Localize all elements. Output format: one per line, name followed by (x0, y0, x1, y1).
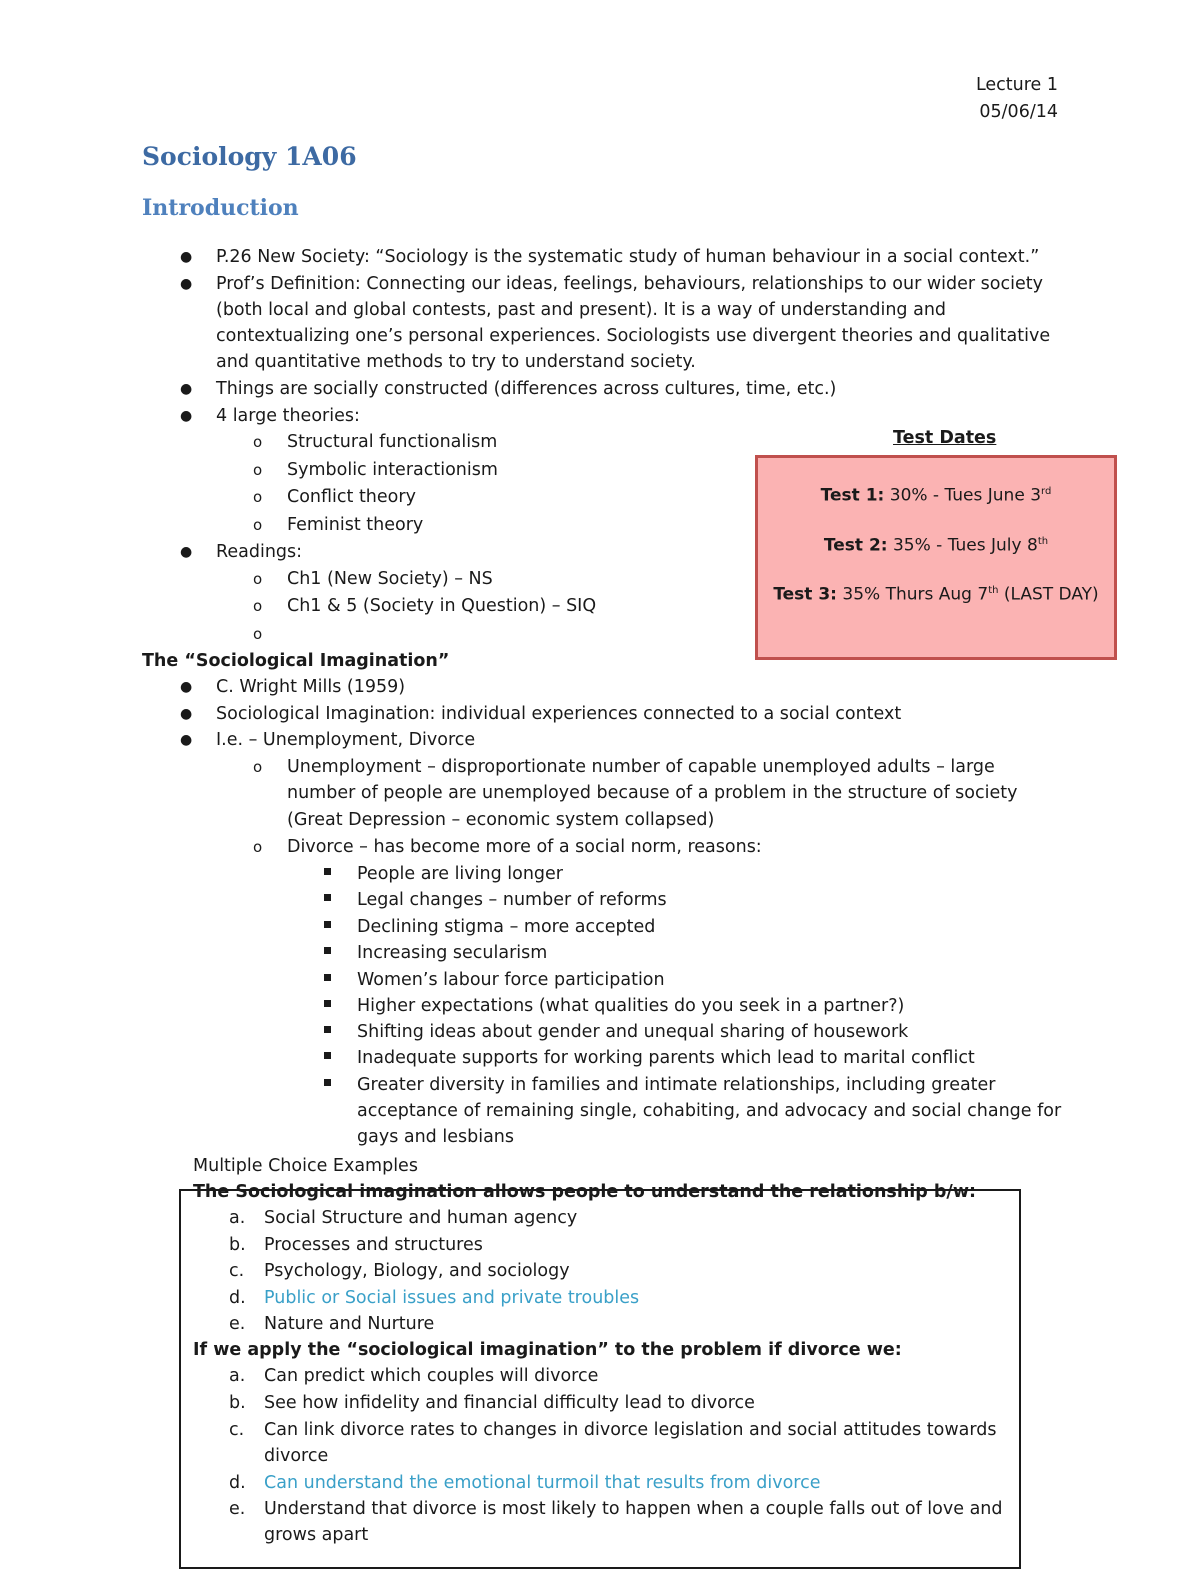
reason-item-line2: acceptance of remaining single, cohabiting, and advocacy and social change for (357, 1101, 1062, 1121)
intro-item-theories: 4 large theories: (216, 406, 360, 426)
mc-option: Processes and structures (264, 1235, 483, 1255)
mc-letter: c. (229, 1261, 245, 1281)
intro-item-readings: Readings: (216, 542, 303, 562)
mc-letter: a. (229, 1366, 246, 1386)
square-bullet-icon (324, 894, 331, 901)
reason-item: Inadequate supports for working parents which lead to marital conflict (357, 1048, 975, 1068)
theory-item: Structural functionalism (287, 432, 498, 452)
circle-bullet-icon: o (253, 433, 263, 451)
mc-option: See how infidelity and financial difficulty lead to divorce (264, 1393, 755, 1413)
test-2-line: Test 2: 35% - Tues July 8th (823, 535, 1049, 556)
theory-item: Feminist theory (287, 515, 424, 535)
mc-letter: d. (229, 1473, 246, 1493)
divorce-item: Divorce – has become more of a social norm, reasons: (287, 837, 762, 857)
theory-item: Symbolic interactionism (287, 460, 498, 480)
square-bullet-icon (324, 1079, 331, 1086)
mc-option-line2: grows apart (264, 1525, 369, 1545)
square-bullet-icon (324, 974, 331, 981)
circle-bullet-icon: o (253, 570, 263, 588)
square-bullet-icon (324, 868, 331, 875)
theory-item: Conflict theory (287, 487, 416, 507)
bullet-icon: ● (180, 706, 193, 722)
reason-item: Shifting ideas about gender and unequal sharing of housework (357, 1022, 909, 1042)
bullet-icon: ● (180, 544, 193, 560)
mc-letter: e. (229, 1499, 246, 1519)
circle-bullet-icon: o (253, 516, 263, 534)
mc-option: Social Structure and human agency (264, 1208, 578, 1228)
bullet-icon: ● (180, 408, 193, 424)
mc-option-answer: Can understand the emotional turmoil that results from divorce (264, 1473, 821, 1493)
intro-item-constructed: Things are socially constructed (differences across cultures, time, etc.) (216, 379, 837, 399)
reading-item: Ch1 (New Society) – NS (287, 569, 493, 589)
mc-letter: e. (229, 1314, 246, 1334)
bullet-icon: ● (180, 276, 193, 292)
mc-letter: a. (229, 1208, 246, 1228)
lecture-label: Lecture 1 (975, 75, 1058, 95)
square-bullet-icon (324, 947, 331, 954)
intro-item-prof-definition-line2: (both local and global contests, past and present). It is a way of understanding and (216, 300, 947, 320)
unemployment-line2: number of people are unemployed because of a problem in the structure of society (287, 783, 1018, 803)
reading-item: Ch1 & 5 (Society in Question) – SIQ (287, 596, 597, 616)
mc-option-line2: divorce (264, 1446, 329, 1466)
reason-item-line3: gays and lesbians (357, 1127, 515, 1147)
circle-bullet-icon: o (253, 625, 263, 643)
imagination-item-examples: I.e. – Unemployment, Divorce (216, 730, 476, 750)
mc-question-1: The Sociological imagination allows people to understand the relationship b/w: (193, 1182, 976, 1202)
mc-option: Can predict which couples will divorce (264, 1366, 599, 1386)
reason-item: Women’s labour force participation (357, 970, 665, 990)
mc-option: Can link divorce rates to changes in divorce legislation and social attitudes towards (264, 1420, 997, 1440)
test-3-line: Test 3: 35% Thurs Aug 7th (LAST DAY) (773, 584, 1099, 605)
mc-question-2: If we apply the “sociological imagination” to the problem if divorce we: (193, 1340, 902, 1360)
test-1-line: Test 1: 30% - Tues June 3rd (820, 485, 1052, 506)
reason-item: Declining stigma – more accepted (357, 917, 656, 937)
mc-option: Nature and Nurture (264, 1314, 435, 1334)
mc-option: Understand that divorce is most likely to happen when a couple falls out of love and (264, 1499, 1003, 1519)
circle-bullet-icon: o (253, 488, 263, 506)
square-bullet-icon (324, 921, 331, 928)
reason-item: Increasing secularism (357, 943, 548, 963)
section-title-introduction: Introduction (142, 195, 299, 221)
mc-option: Psychology, Biology, and sociology (264, 1261, 570, 1281)
circle-bullet-icon: o (253, 597, 263, 615)
reason-item: People are living longer (357, 864, 564, 884)
bullet-icon: ● (180, 679, 193, 695)
page-header (976, 72, 1058, 126)
intro-item-prof-definition-line1: Prof’s Definition: Connecting our ideas, feelings, behaviours, relationships to our wider society (216, 274, 1043, 294)
circle-bullet-icon: o (253, 461, 263, 479)
reason-item: Higher expectations (what qualities do you seek in a partner?) (357, 996, 905, 1016)
mc-letter: b. (229, 1235, 246, 1255)
reason-item: Greater diversity in families and intimate relationships, including greater (357, 1075, 996, 1095)
square-bullet-icon (324, 1026, 331, 1033)
bullet-icon: ● (180, 732, 193, 748)
mc-letter: b. (229, 1393, 246, 1413)
mc-letter: c. (229, 1420, 245, 1440)
intro-item-prof-definition-line4: and quantitative methods to try to understand society. (216, 352, 696, 372)
mc-option-answer: Public or Social issues and private troubles (264, 1288, 640, 1308)
imagination-heading: The “Sociological Imagination” (142, 651, 450, 671)
imagination-item-definition: Sociological Imagination: individual experiences connected to a social context (216, 704, 902, 724)
unemployment-line1: Unemployment – disproportionate number of capable unemployed adults – large (287, 757, 995, 777)
document-title: Sociology 1A06 (142, 142, 357, 171)
reason-item: Legal changes – number of reforms (357, 890, 667, 910)
mc-letter: d. (229, 1288, 246, 1308)
square-bullet-icon (324, 1000, 331, 1007)
lecture-date: 05/06/14 (979, 102, 1058, 122)
mc-label: Multiple Choice Examples (193, 1156, 418, 1176)
circle-bullet-icon: o (253, 838, 263, 856)
test-dates-heading: Test Dates (893, 428, 997, 448)
square-bullet-icon (324, 1052, 331, 1059)
intro-item-definition: P.26 New Society: “Sociology is the systematic study of human behaviour in a social context.” (216, 247, 1040, 267)
imagination-item-mills: C. Wright Mills (1959) (216, 677, 406, 697)
test-dates-box (755, 455, 1117, 660)
bullet-icon: ● (180, 249, 193, 265)
bullet-icon: ● (180, 381, 193, 397)
unemployment-line3: (Great Depression – economic system collapsed) (287, 810, 715, 830)
circle-bullet-icon: o (253, 758, 263, 776)
intro-item-prof-definition-line3: contextualizing one’s personal experiences. Sociologists use divergent theories and qualitative (216, 326, 1051, 346)
